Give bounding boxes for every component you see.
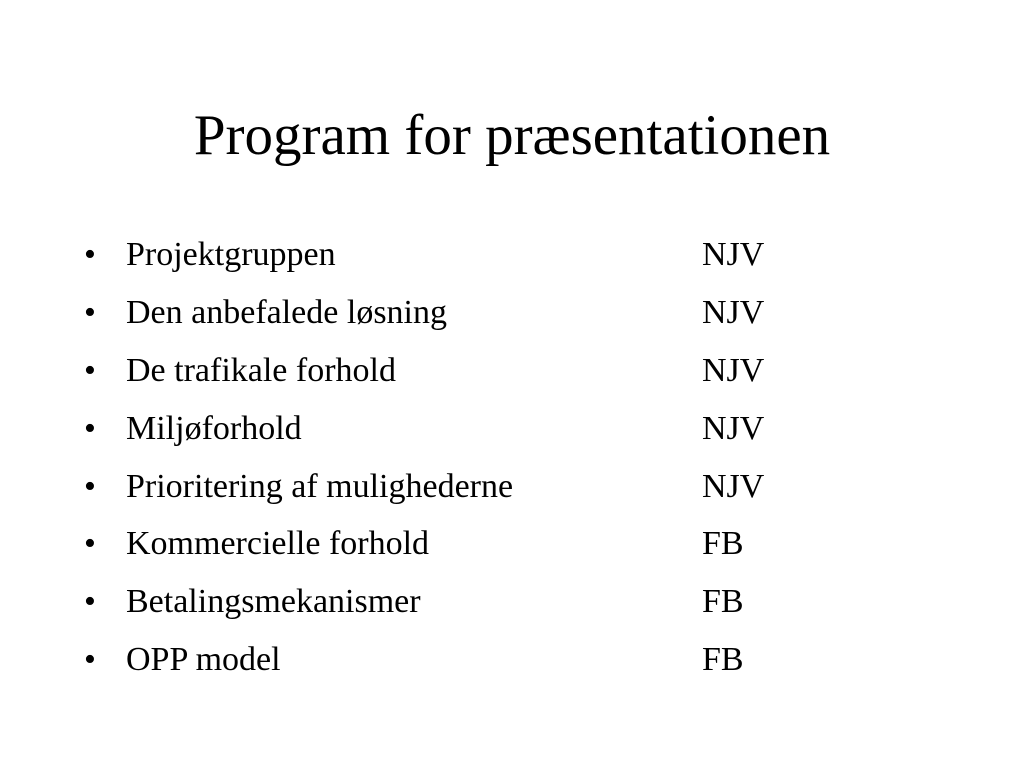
agenda-presenter: NJV <box>702 293 765 331</box>
agenda-item <box>84 284 844 342</box>
agenda-item <box>84 458 844 516</box>
agenda-topic: Prioritering af mulighederne <box>126 467 514 505</box>
bullet-icon: • <box>84 641 96 679</box>
agenda-presenter: NJV <box>702 351 765 389</box>
agenda-presenter: FB <box>702 583 744 621</box>
agenda-topic: Kommercielle forhold <box>126 525 430 563</box>
slide-title: Program for præsentationen <box>193 104 831 167</box>
agenda-topic: De trafikale forhold <box>126 351 396 389</box>
agenda-presenter: NJV <box>702 467 765 505</box>
agenda-item <box>84 400 844 458</box>
agenda-topic: OPP model <box>126 641 281 679</box>
agenda-presenter: NJV <box>702 236 765 273</box>
agenda-topic: Projektgruppen <box>126 236 336 273</box>
agenda-item <box>84 226 844 284</box>
agenda-presenter: FB <box>702 641 744 679</box>
agenda-topic: Den anbefalede løsning <box>126 293 447 331</box>
bullet-icon: • <box>84 467 96 505</box>
bullet-icon: • <box>84 583 96 621</box>
agenda-list <box>84 226 844 689</box>
agenda-item <box>84 515 844 573</box>
agenda-presenter: NJV <box>702 409 765 447</box>
agenda-topic: Miljøforhold <box>126 409 302 447</box>
bullet-icon: • <box>84 293 96 331</box>
agenda-presenter: FB <box>702 525 744 563</box>
agenda-item <box>84 631 844 689</box>
agenda-item <box>84 342 844 400</box>
agenda-item <box>84 573 844 631</box>
bullet-icon: • <box>84 351 96 389</box>
agenda-topic: Betalingsmekanismer <box>126 583 421 621</box>
bullet-icon: • <box>84 525 96 563</box>
bullet-icon: • <box>84 236 96 273</box>
bullet-icon: • <box>84 409 96 447</box>
